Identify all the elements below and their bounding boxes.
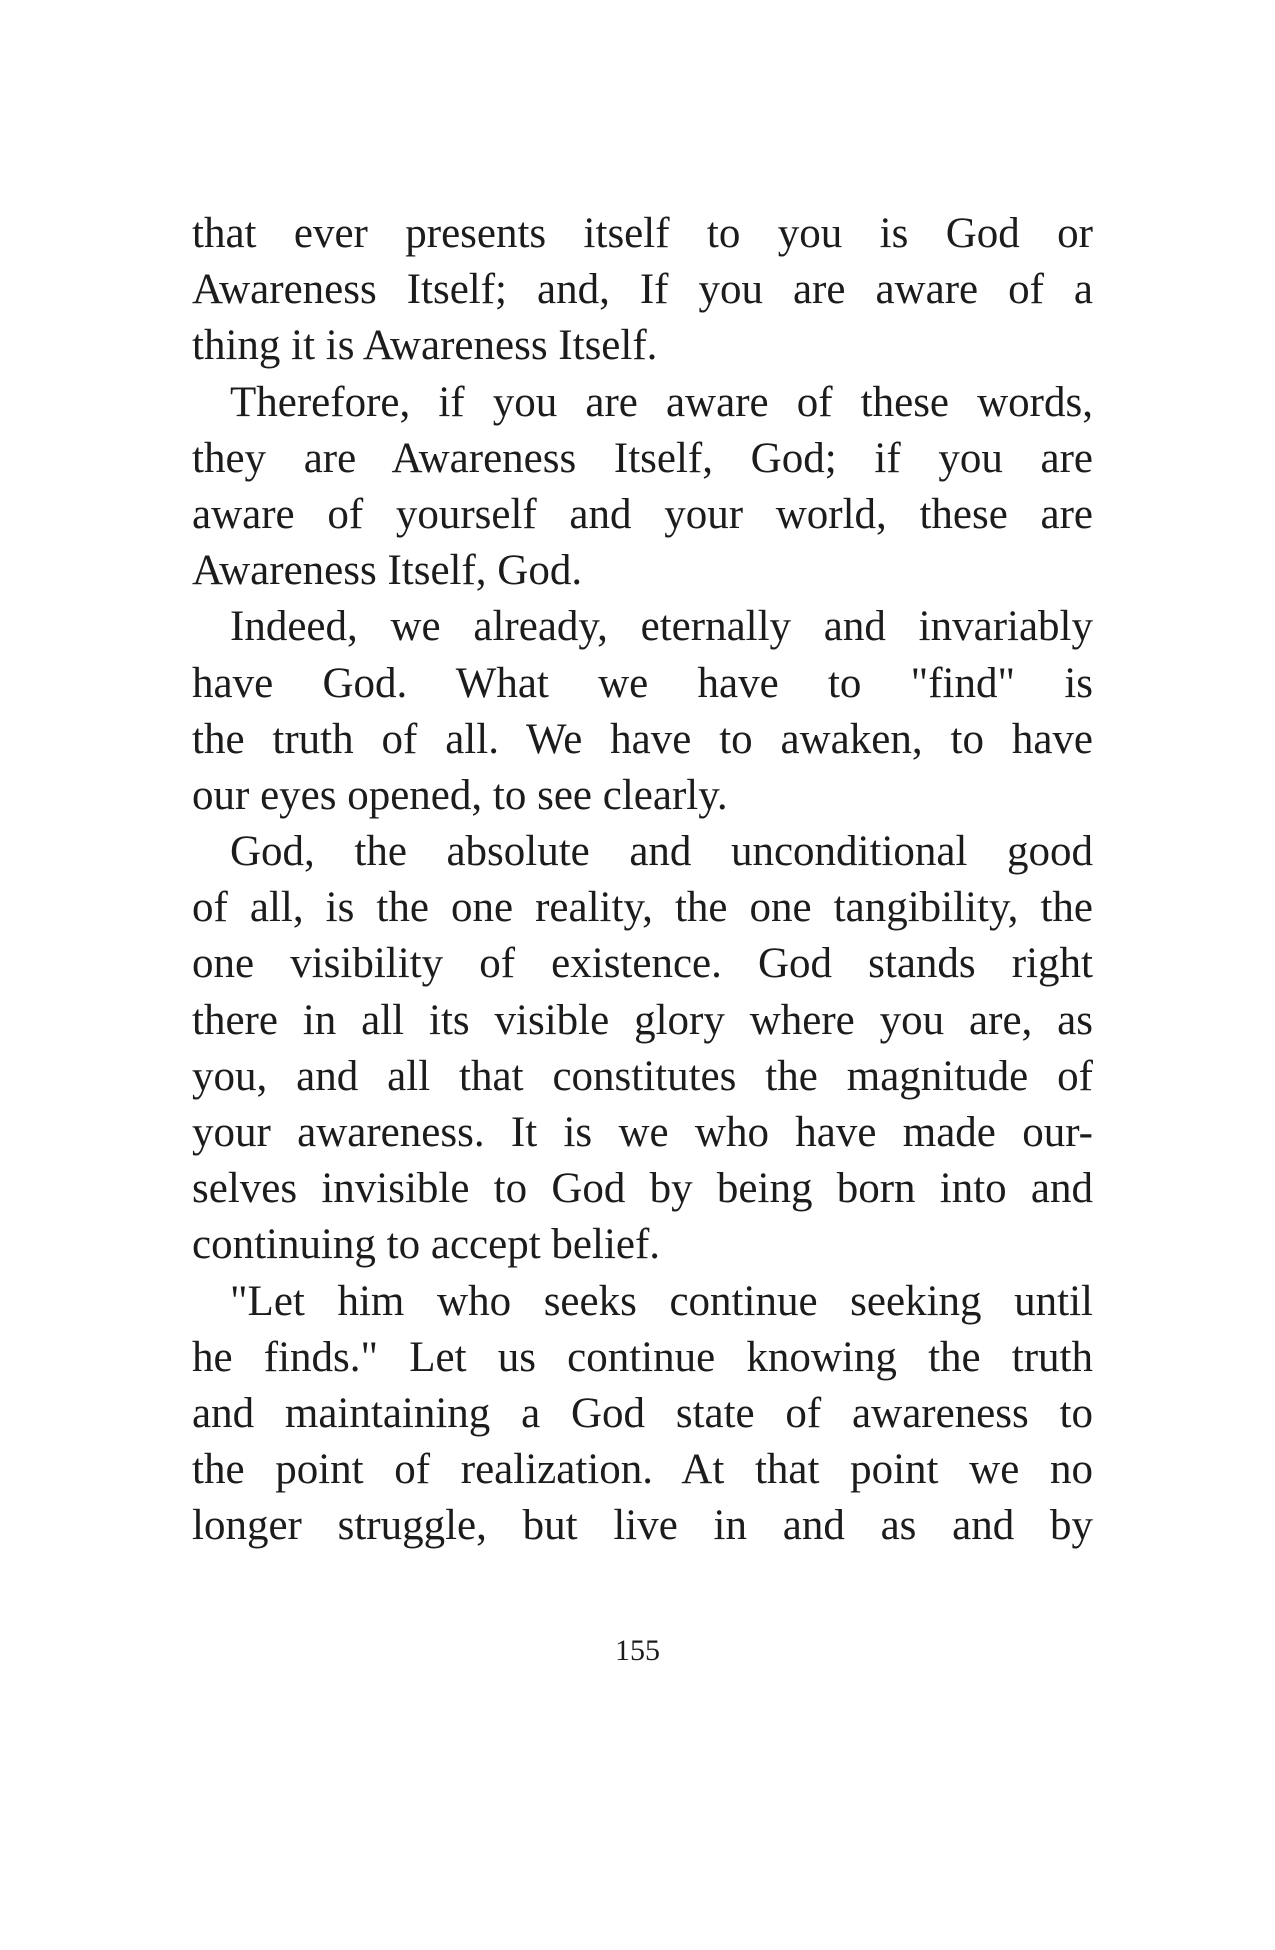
text-line: there in all its visible glory where you are, as xyxy=(192,996,1093,1044)
text-line: our eyes opened, to see clearly. xyxy=(192,771,728,819)
text-line: of all, is the one reality, the one tangibility, the xyxy=(192,884,1093,932)
text-line: Awareness Itself; and, If you are aware of a xyxy=(192,266,1093,314)
text-line: continuing to accept belief. xyxy=(192,1221,661,1269)
text-line: God, the absolute and unconditional good xyxy=(230,828,1093,876)
text-line: Therefore, if you are aware of these words, xyxy=(230,378,1093,426)
text-line: your awareness. It is we who have made our- xyxy=(192,1109,1093,1156)
body-text xyxy=(192,206,1093,1555)
text-line: thing it is Awareness Itself. xyxy=(192,322,658,370)
text-line: that ever presents itself to you is God or xyxy=(192,210,1093,257)
text-line: selves invisible to God by being born into and xyxy=(192,1165,1093,1213)
text-line: he finds." Let us continue knowing the truth xyxy=(192,1333,1093,1381)
text-line: Awareness Itself, God. xyxy=(192,547,583,595)
text-line: you, and all that constitutes the magnitude of xyxy=(192,1052,1093,1100)
text-line: one visibility of existence. God stands right xyxy=(192,940,1093,988)
text-line: they are Awareness Itself, God; if you are xyxy=(192,434,1093,482)
page-number: 155 xyxy=(615,1634,660,1667)
text-line: and maintaining a God state of awareness to xyxy=(192,1389,1093,1437)
text-line: have God. What we have to "find" is xyxy=(192,659,1093,707)
text-line: longer struggle, but live in and as and by xyxy=(192,1502,1093,1550)
text-line: Indeed, we already, eternally and invariably xyxy=(230,603,1093,651)
text-line: "Let him who seeks continue seeking until xyxy=(230,1277,1093,1325)
text-line: aware of yourself and your world, these are xyxy=(192,490,1093,538)
text-line: the truth of all. We have to awaken, to have xyxy=(192,715,1093,763)
text-line: the point of realization. At that point we no xyxy=(192,1446,1093,1494)
